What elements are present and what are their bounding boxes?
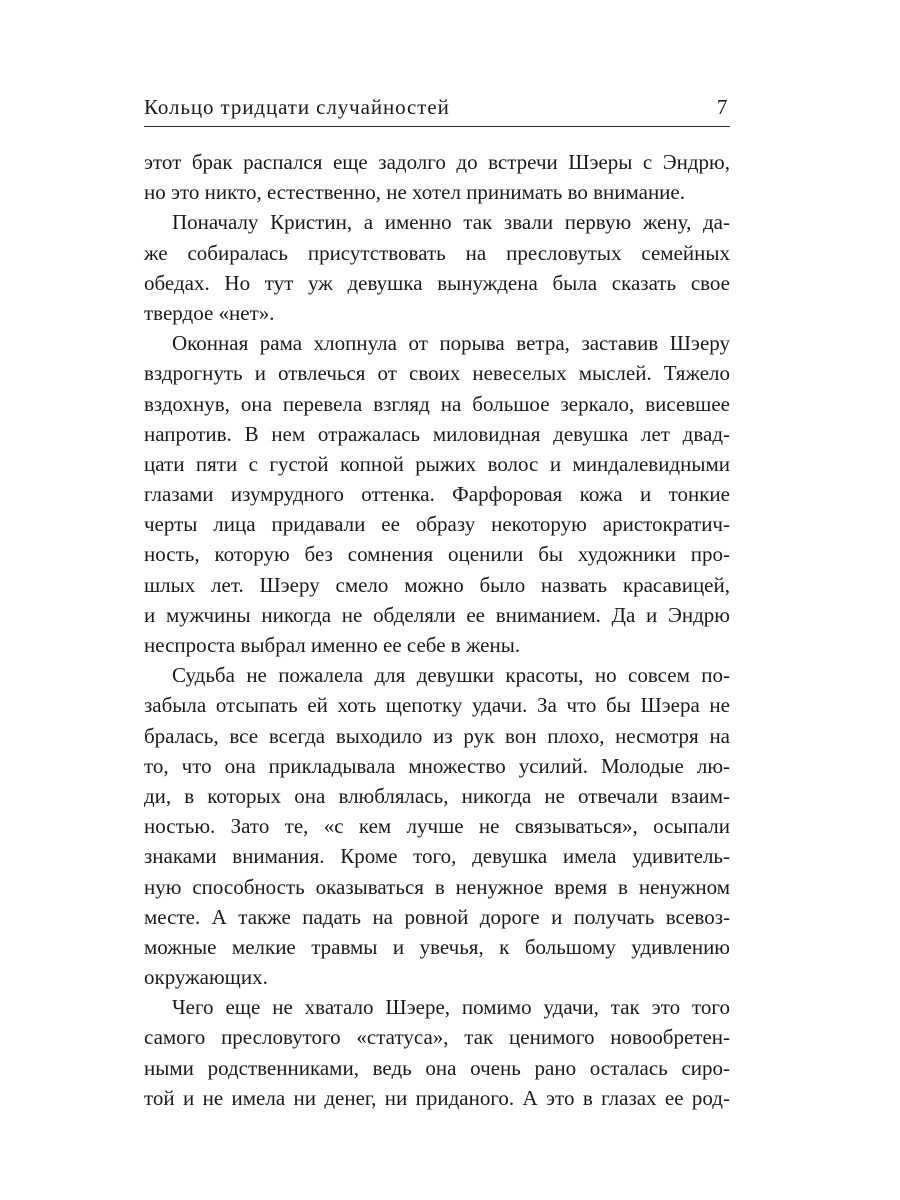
text-line: этот брак распался еще задолго до встречи Шэеры с Эндрю, xyxy=(144,150,730,174)
text-line: глазами изумрудного оттенка. Фарфоровая кожа и тонкие xyxy=(144,482,730,507)
text-line: напротив. В нем отражалась миловидная девушка лет двад- xyxy=(144,421,730,446)
text-line: Чего еще не хватало Шэере, помимо удачи, так это того xyxy=(172,995,730,1020)
text-line: вздрогнуть и отвлечься от своих невеселых мыслей. Тяжело xyxy=(144,361,730,386)
book-page xyxy=(144,86,730,1113)
paragraph-2 xyxy=(144,207,730,328)
paragraph-5 xyxy=(144,992,730,1113)
text-line: окружающих. xyxy=(144,965,268,990)
book-title: Кольцо тридцати случайностей xyxy=(144,95,450,119)
text-line: самого пресловутого «статуса», так ценимого новообретен- xyxy=(144,1025,730,1050)
body-text xyxy=(144,147,730,1113)
paragraph-1 xyxy=(144,147,730,207)
text-line: Судьба не пожалела для девушки красоты, но совсем по- xyxy=(172,663,730,688)
text-line: но это никто, естественно, не хотел принимать во внимание. xyxy=(144,180,685,205)
paragraph-4 xyxy=(144,660,730,992)
text-line: шлых лет. Шэеру смело можно было назвать красавицей, xyxy=(144,572,730,597)
text-line: ностью. Зато те, «с кем лучше не связываться», осыпали xyxy=(144,814,730,839)
running-header xyxy=(144,86,730,127)
text-line: черты лица придавали ее образу некоторую аристократич- xyxy=(144,512,730,537)
text-line: неспроста выбрал именно ее себе в жены. xyxy=(144,633,521,657)
text-line: знаками внимания. Кроме того, девушка имела удивитель- xyxy=(144,844,730,869)
text-line: вздохнув, она перевела взгляд на большое зеркало, висевшее xyxy=(144,391,730,416)
page-number: 7 xyxy=(716,95,728,119)
text-line: цати пяти с густой копной рыжих волос и миндалевидными xyxy=(144,451,730,476)
text-line: месте. А также падать на ровной дороге и получать всевоз- xyxy=(144,904,730,929)
text-line: и мужчины никогда не обделяли ее вниманием. Да и Эндрю xyxy=(144,602,730,627)
text-line: то, что она прикладывала множество усилий. Молодые лю- xyxy=(144,753,730,778)
text-line: ди, в которых она влюблялась, никогда не отвечали взаим- xyxy=(144,783,730,808)
text-line: ными родственниками, ведь она очень рано осталась сиро- xyxy=(144,1055,730,1080)
paragraph-3 xyxy=(144,328,730,660)
text-line: Оконная рама хлопнула от порыва ветра, заставив Шэеру xyxy=(172,331,730,356)
text-line: той и не имела ни денег, ни приданого. А это в глазах ее род- xyxy=(144,1085,730,1110)
text-line: Поначалу Кристин, а именно так звали первую жену, да- xyxy=(172,210,730,235)
text-line: же собиралась присутствовать на пресловутых семейных xyxy=(144,240,730,265)
text-line: твердое «нет». xyxy=(144,300,275,325)
text-line: забыла отсыпать ей хоть щепотку удачи. За что бы Шэера не xyxy=(144,693,730,718)
text-line: бралась, все всегда выходило из рук вон плохо, несмотря на xyxy=(144,723,730,748)
text-line: ную способность оказываться в ненужное время в ненужном xyxy=(144,874,730,899)
text-line: обедах. Но тут уж девушка вынуждена была сказать свое xyxy=(144,270,730,295)
text-line: можные мелкие травмы и увечья, к большому удивлению xyxy=(144,934,730,959)
text-line: ность, которую без сомнения оценили бы художники про- xyxy=(144,542,730,567)
